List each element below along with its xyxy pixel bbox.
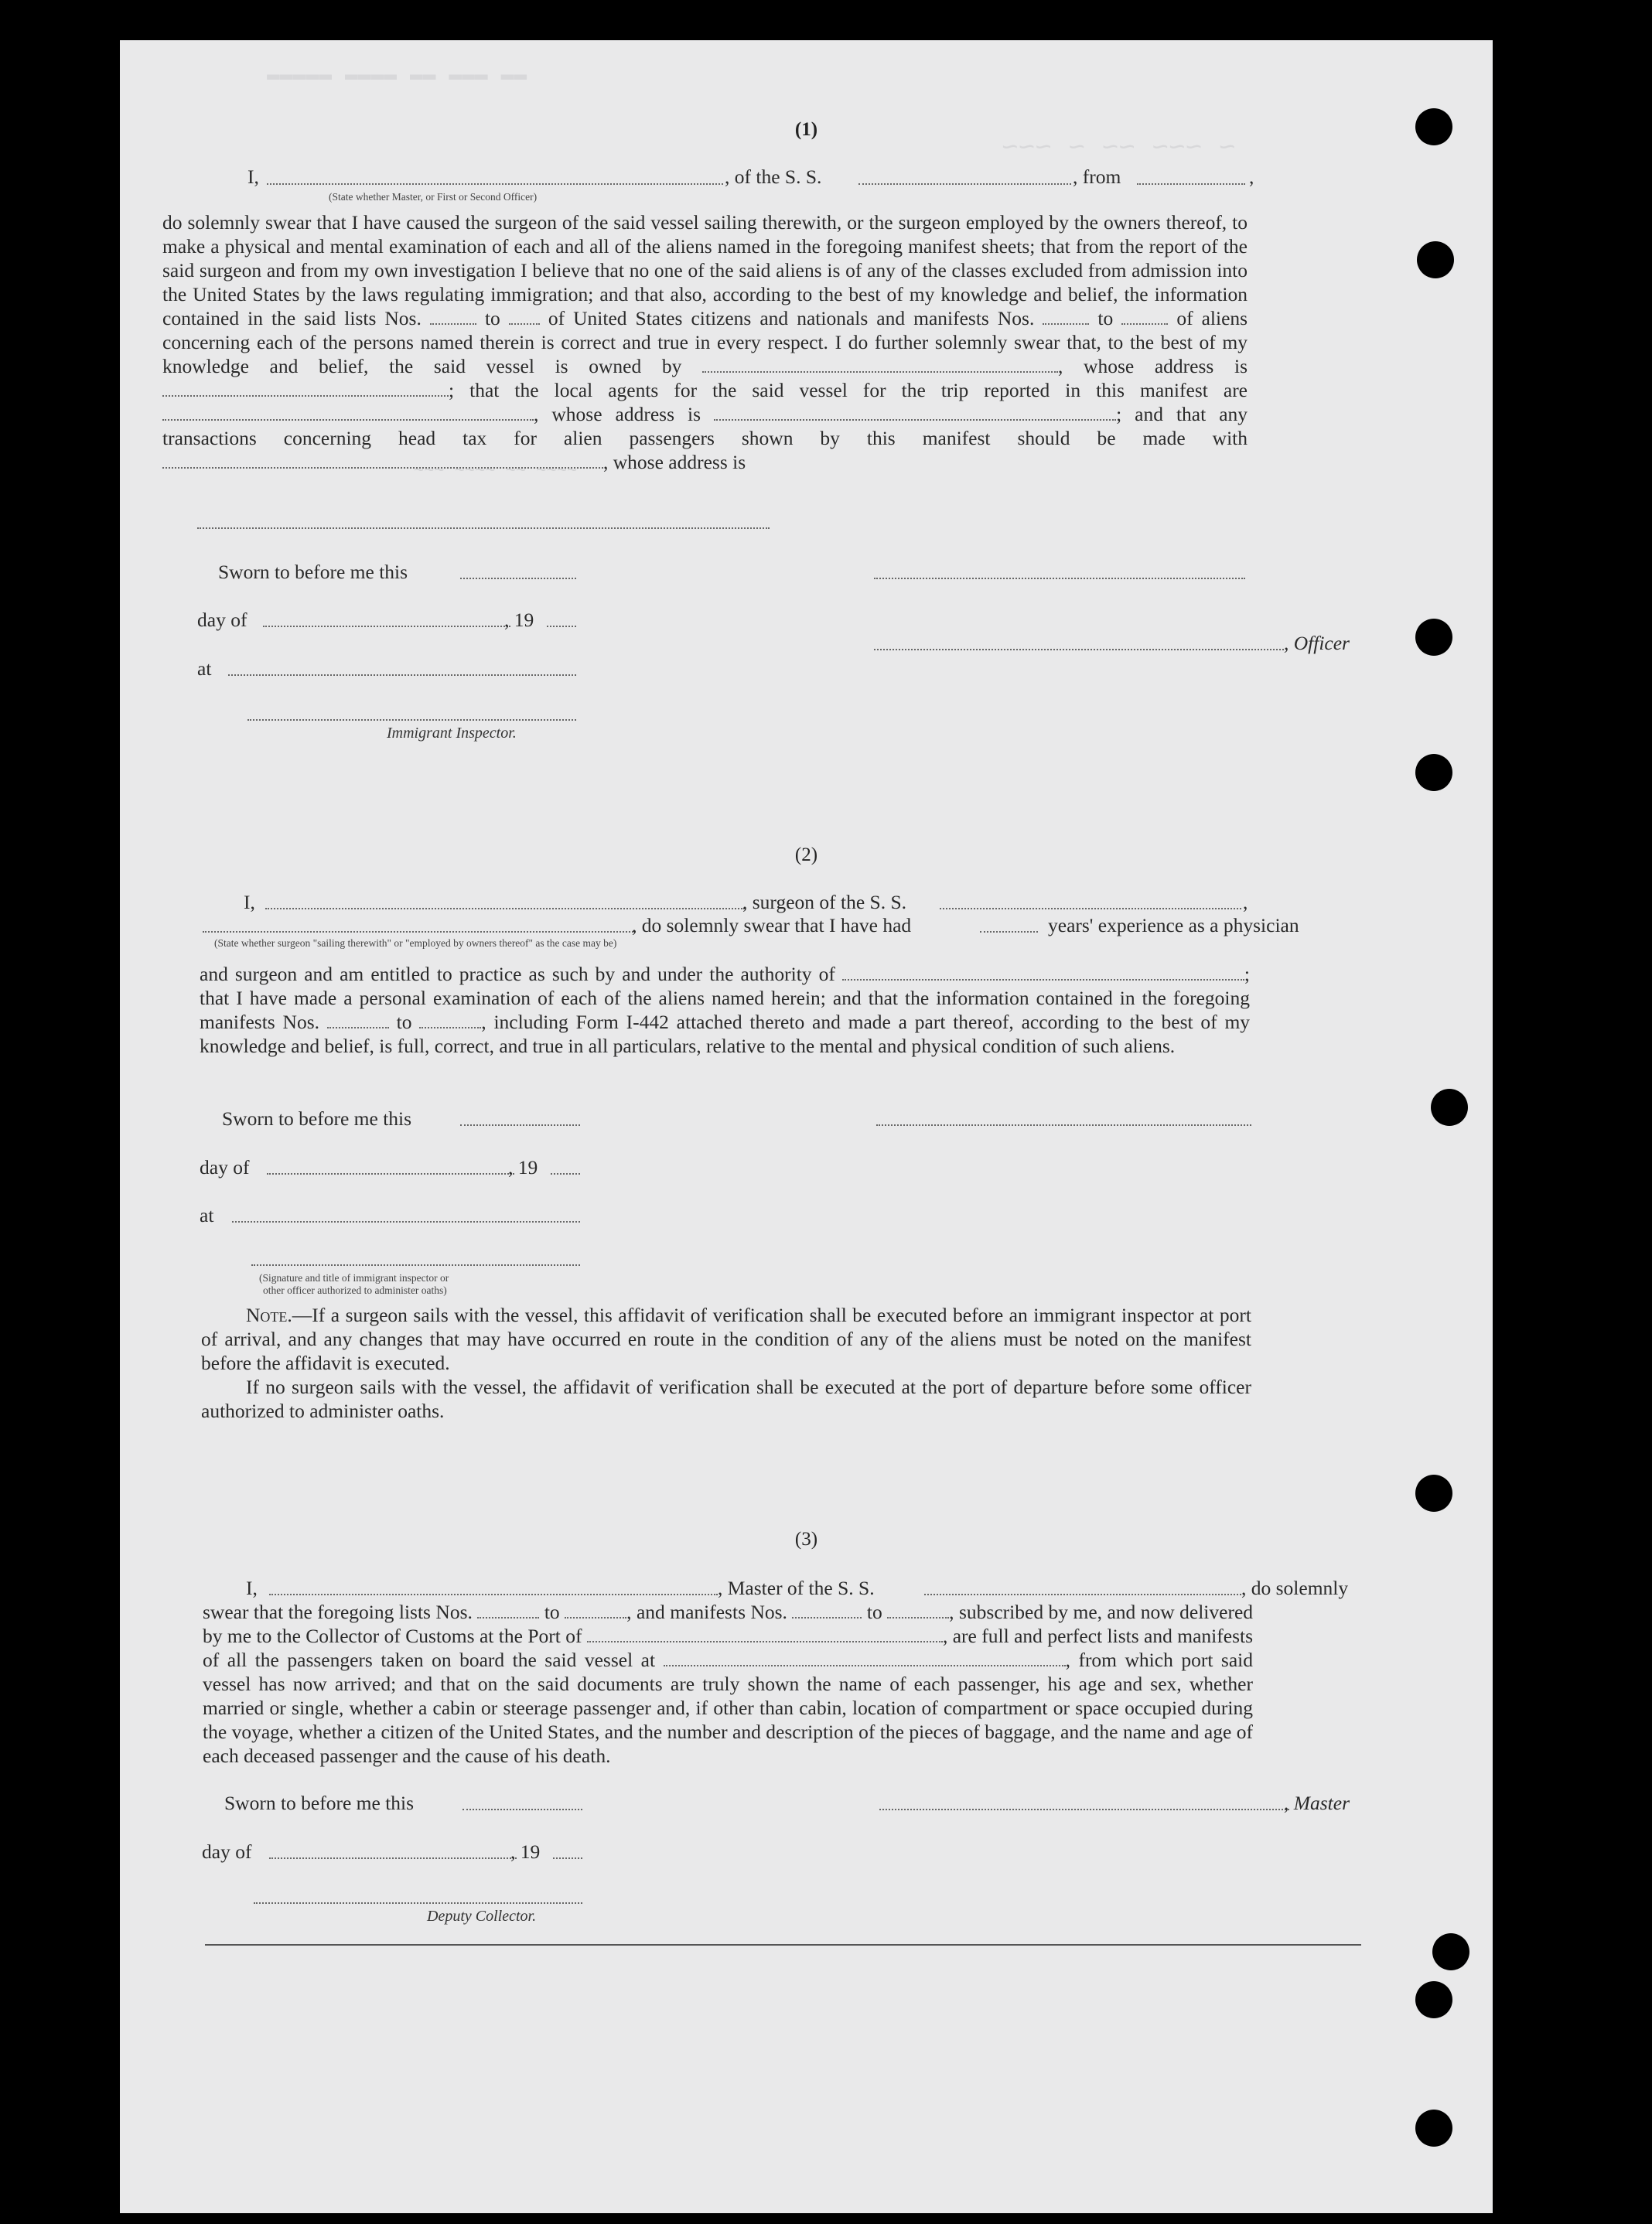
affidavit-page — [120, 40, 1493, 2213]
sworn-label: Sworn to before me this — [218, 561, 408, 583]
master-of-label: , Master of the S. S. — [718, 1577, 875, 1599]
lists-from-field[interactable] — [477, 1603, 539, 1619]
day-of-label: day of — [202, 1840, 252, 1863]
bottom-rule — [205, 1944, 1361, 1946]
at-label: at — [200, 1204, 214, 1226]
to-label: to — [1097, 307, 1114, 329]
punch-hole — [1415, 108, 1452, 145]
section-3-number: (3) — [794, 1529, 818, 1550]
officer-note: (State whether Master, or First or Second Officer) — [329, 191, 538, 203]
years-label: years' experience as a physician — [1048, 914, 1299, 936]
punch-hole — [1415, 619, 1452, 656]
section-2-number: (2) — [794, 844, 818, 865]
owner-field[interactable] — [702, 357, 1058, 373]
master-ship-field[interactable] — [924, 1594, 1241, 1595]
embarkation-field[interactable] — [664, 1651, 1066, 1666]
punch-hole — [1415, 754, 1452, 791]
lists-to-field[interactable] — [509, 309, 540, 325]
punch-hole — [1432, 1933, 1469, 1970]
section-3-text: , are full and perfect lists and manifests of all the passengers taken on board the said vessel at — [203, 1625, 1254, 1671]
section-2-text: and surgeon and am entitled to practice as such by and under the authority of — [200, 963, 835, 985]
from-label: , from — [1073, 165, 1121, 188]
manifests-from-field[interactable] — [1043, 309, 1089, 325]
section-1-text: of United States citizens and nationals and manifests Nos. — [548, 307, 1035, 329]
sworn-label: Sworn to before me this — [224, 1792, 415, 1814]
section-1-text: whose address is — [551, 403, 701, 425]
surgeon-ship-field[interactable] — [940, 908, 1241, 909]
place-field[interactable] — [232, 1221, 580, 1223]
of-ss-label: , of the S. S. — [725, 165, 822, 188]
master-signature-field[interactable] — [879, 1809, 1289, 1810]
inspector-signature-field[interactable] — [251, 1264, 580, 1266]
surgeon-note: (State whether surgeon "sailing therewith" or "employed by owners thereof" as the case may be) — [214, 937, 617, 949]
to-label: to — [544, 1601, 560, 1623]
inspector-signature-field[interactable] — [247, 719, 576, 721]
surgeon-of-label: , surgeon of the S. S. — [742, 891, 907, 913]
punch-hole — [1415, 2110, 1452, 2147]
section-2-text: , including Form I-442 attached thereto and made a part thereof, according to the best of my knowledge and belief, is full, correct, and true in all particulars, relative to the mental and physical condition of such aliens. — [200, 1011, 1251, 1057]
agents-address-field[interactable] — [714, 405, 1116, 421]
note-paragraph-2 — [201, 1375, 1251, 1423]
sworn-day-field[interactable] — [460, 578, 576, 579]
officer-name-field[interactable] — [267, 183, 723, 185]
section-1-text: , whose address is — [603, 451, 746, 473]
officer-signature-field[interactable] — [874, 578, 1245, 579]
section-3-text: , and manifests Nos. — [626, 1601, 787, 1623]
section-1-number: (1) — [794, 119, 818, 140]
ship-name-field[interactable] — [858, 183, 1071, 185]
year-label: , 19 — [504, 609, 534, 631]
year-field[interactable] — [551, 1173, 580, 1175]
bleed-through-mark: ~ ~~~ ~~ ~ ~~~ — [1002, 133, 1236, 165]
section-1-text: of aliens concerning each of the persons named therein is correct and true in every respect. I do further solemnly swear that, to the best of my knowledge and belief, the said vessel is owned by — [162, 307, 1248, 377]
years-field[interactable] — [980, 931, 1038, 933]
sworn-day-field[interactable] — [462, 1809, 582, 1810]
head-tax-contact-field[interactable] — [162, 453, 603, 469]
comma: , — [1249, 165, 1254, 188]
section-2-body — [200, 962, 1250, 1058]
punctuation: ; — [1244, 963, 1251, 985]
section-3-text: swear that the foregoing lists Nos. — [203, 1601, 473, 1623]
section-1-text: that the local agents for the said vessel for the trip reported in this manifest are — [469, 379, 1248, 401]
lists-to-field[interactable] — [565, 1603, 626, 1619]
section-3-body — [203, 1600, 1253, 1768]
departure-port-field[interactable] — [1137, 183, 1245, 185]
year-field[interactable] — [547, 626, 576, 627]
section-1-text: do solemnly swear that I have caused the surgeon of the said vessel sailing therewith, or the surgeon employed by the owners thereof, to make a physical and mental examination of each and all of the aliens named in the foregoing manifest sheets; that from the report of the said surgeon and from my own investigation I believe that no one of the said aliens is of any of the classes excluded from admission into the United States by the laws regulating immigration; and that also, according to the best of my knowledge and belief, the information contained in the said lists Nos. — [162, 211, 1248, 329]
note-label: Note. — [246, 1304, 292, 1326]
to-label: to — [484, 307, 500, 329]
section-1-text: ; and that any transactions concerning head tax for alien passengers shown by this manifest should be made with — [162, 403, 1248, 449]
section-1-body — [162, 210, 1248, 474]
punctuation: ; — [449, 379, 455, 401]
signature-note-1: (Signature and title of immigrant inspector or — [259, 1272, 449, 1284]
note-text: If no surgeon sails with the vessel, the affidavit of verification shall be executed at the port of departure before some officer authorized to administer oaths. — [201, 1376, 1251, 1422]
punch-hole — [1431, 1089, 1468, 1126]
year-label: , 19 — [510, 1840, 541, 1863]
punch-hole — [1417, 241, 1454, 278]
master-name-field[interactable] — [269, 1594, 718, 1595]
note-text: —If a surgeon sails with the vessel, this affidavit of verification shall be executed before an immigrant inspector at port of arrival, and any changes that may have occurred en route in the condition of any of the aliens must be noted on the manifest before the affidavit is executed. — [201, 1304, 1251, 1374]
signature-note-2: other officer authorized to administer oaths) — [263, 1284, 447, 1296]
bleed-through-mark: ~~~ ~~~~ ~~ ~~~~ — [414, 462, 578, 481]
officer-label: , Officer — [1284, 632, 1350, 654]
day-of-label: day of — [197, 609, 247, 631]
section-2-text: that I have made a personal examination of each of the aliens named herein; and that the information contained in the foregoing manifests Nos. — [200, 987, 1250, 1033]
manifests-to-field[interactable] — [1121, 309, 1168, 325]
place-field[interactable] — [228, 674, 576, 676]
note-paragraph — [201, 1303, 1251, 1375]
port-field[interactable] — [587, 1627, 943, 1642]
month-field[interactable] — [267, 1173, 514, 1175]
to-label: to — [866, 1601, 882, 1623]
manifests-from-field[interactable] — [327, 1013, 389, 1028]
manifests-from-field[interactable] — [792, 1603, 862, 1619]
do-solemnly-label: , do solemnly — [1241, 1577, 1349, 1599]
inspector-caption: Immigrant Inspector. — [387, 725, 517, 742]
swear-label: , do solemnly swear that I have had — [632, 914, 912, 936]
section-1-text: , whose address is — [1058, 355, 1248, 377]
i-label: I, — [244, 891, 255, 913]
surgeon-name-field[interactable] — [265, 908, 745, 909]
local-agents-field[interactable] — [162, 405, 534, 421]
surgeon-signature-field[interactable] — [876, 1124, 1251, 1126]
to-label: to — [396, 1011, 412, 1033]
month-field[interactable] — [263, 626, 510, 627]
section-3-text: , from which port said vessel has now arrived; and that on the said documents are truly shown the name of each passenger, his age and sex, whether married or single, whether a cabin or steerage passenger and, if other than cabin, location of compartment or space occupied during the voyage, whether a citizen of the United States, and the number and description of the pieces of baggage, and the name and age of each deceased passenger and the cause of his death. — [203, 1649, 1253, 1767]
lists-from-field[interactable] — [430, 309, 476, 325]
day-of-label: day of — [200, 1156, 250, 1179]
authority-field[interactable] — [842, 965, 1244, 981]
i-label: I, — [247, 165, 259, 188]
officer-title-field[interactable] — [874, 649, 1284, 650]
year-label: , 19 — [508, 1156, 538, 1179]
punch-hole — [1415, 1981, 1452, 2018]
punctuation: , — [534, 403, 539, 425]
surgeon-status-field[interactable] — [203, 931, 636, 933]
sworn-day-field[interactable] — [460, 1124, 580, 1126]
at-label: at — [197, 657, 212, 680]
manifests-to-field[interactable] — [887, 1603, 949, 1619]
deputy-signature-field[interactable] — [254, 1902, 582, 1904]
manifests-to-field[interactable] — [419, 1013, 481, 1028]
section-3-text: , subscribed by me, and now delivered by me to the Collector of Customs at the Port of — [203, 1601, 1254, 1647]
owner-address-field[interactable] — [162, 381, 449, 397]
sworn-label: Sworn to before me this — [222, 1107, 412, 1130]
deputy-caption: Deputy Collector. — [427, 1908, 537, 1925]
year-field[interactable] — [553, 1857, 582, 1859]
master-label: , Master — [1284, 1792, 1350, 1814]
i-label: I, — [246, 1577, 258, 1599]
month-field[interactable] — [269, 1857, 517, 1859]
comma: , — [1243, 891, 1248, 913]
punch-hole — [1415, 1475, 1452, 1512]
bleed-through-mark: ▬▬ ▬▬▬ ▬▬ ▬▬▬▬ ▬▬▬▬▬ — [267, 63, 527, 87]
head-tax-address-field[interactable] — [197, 527, 770, 529]
